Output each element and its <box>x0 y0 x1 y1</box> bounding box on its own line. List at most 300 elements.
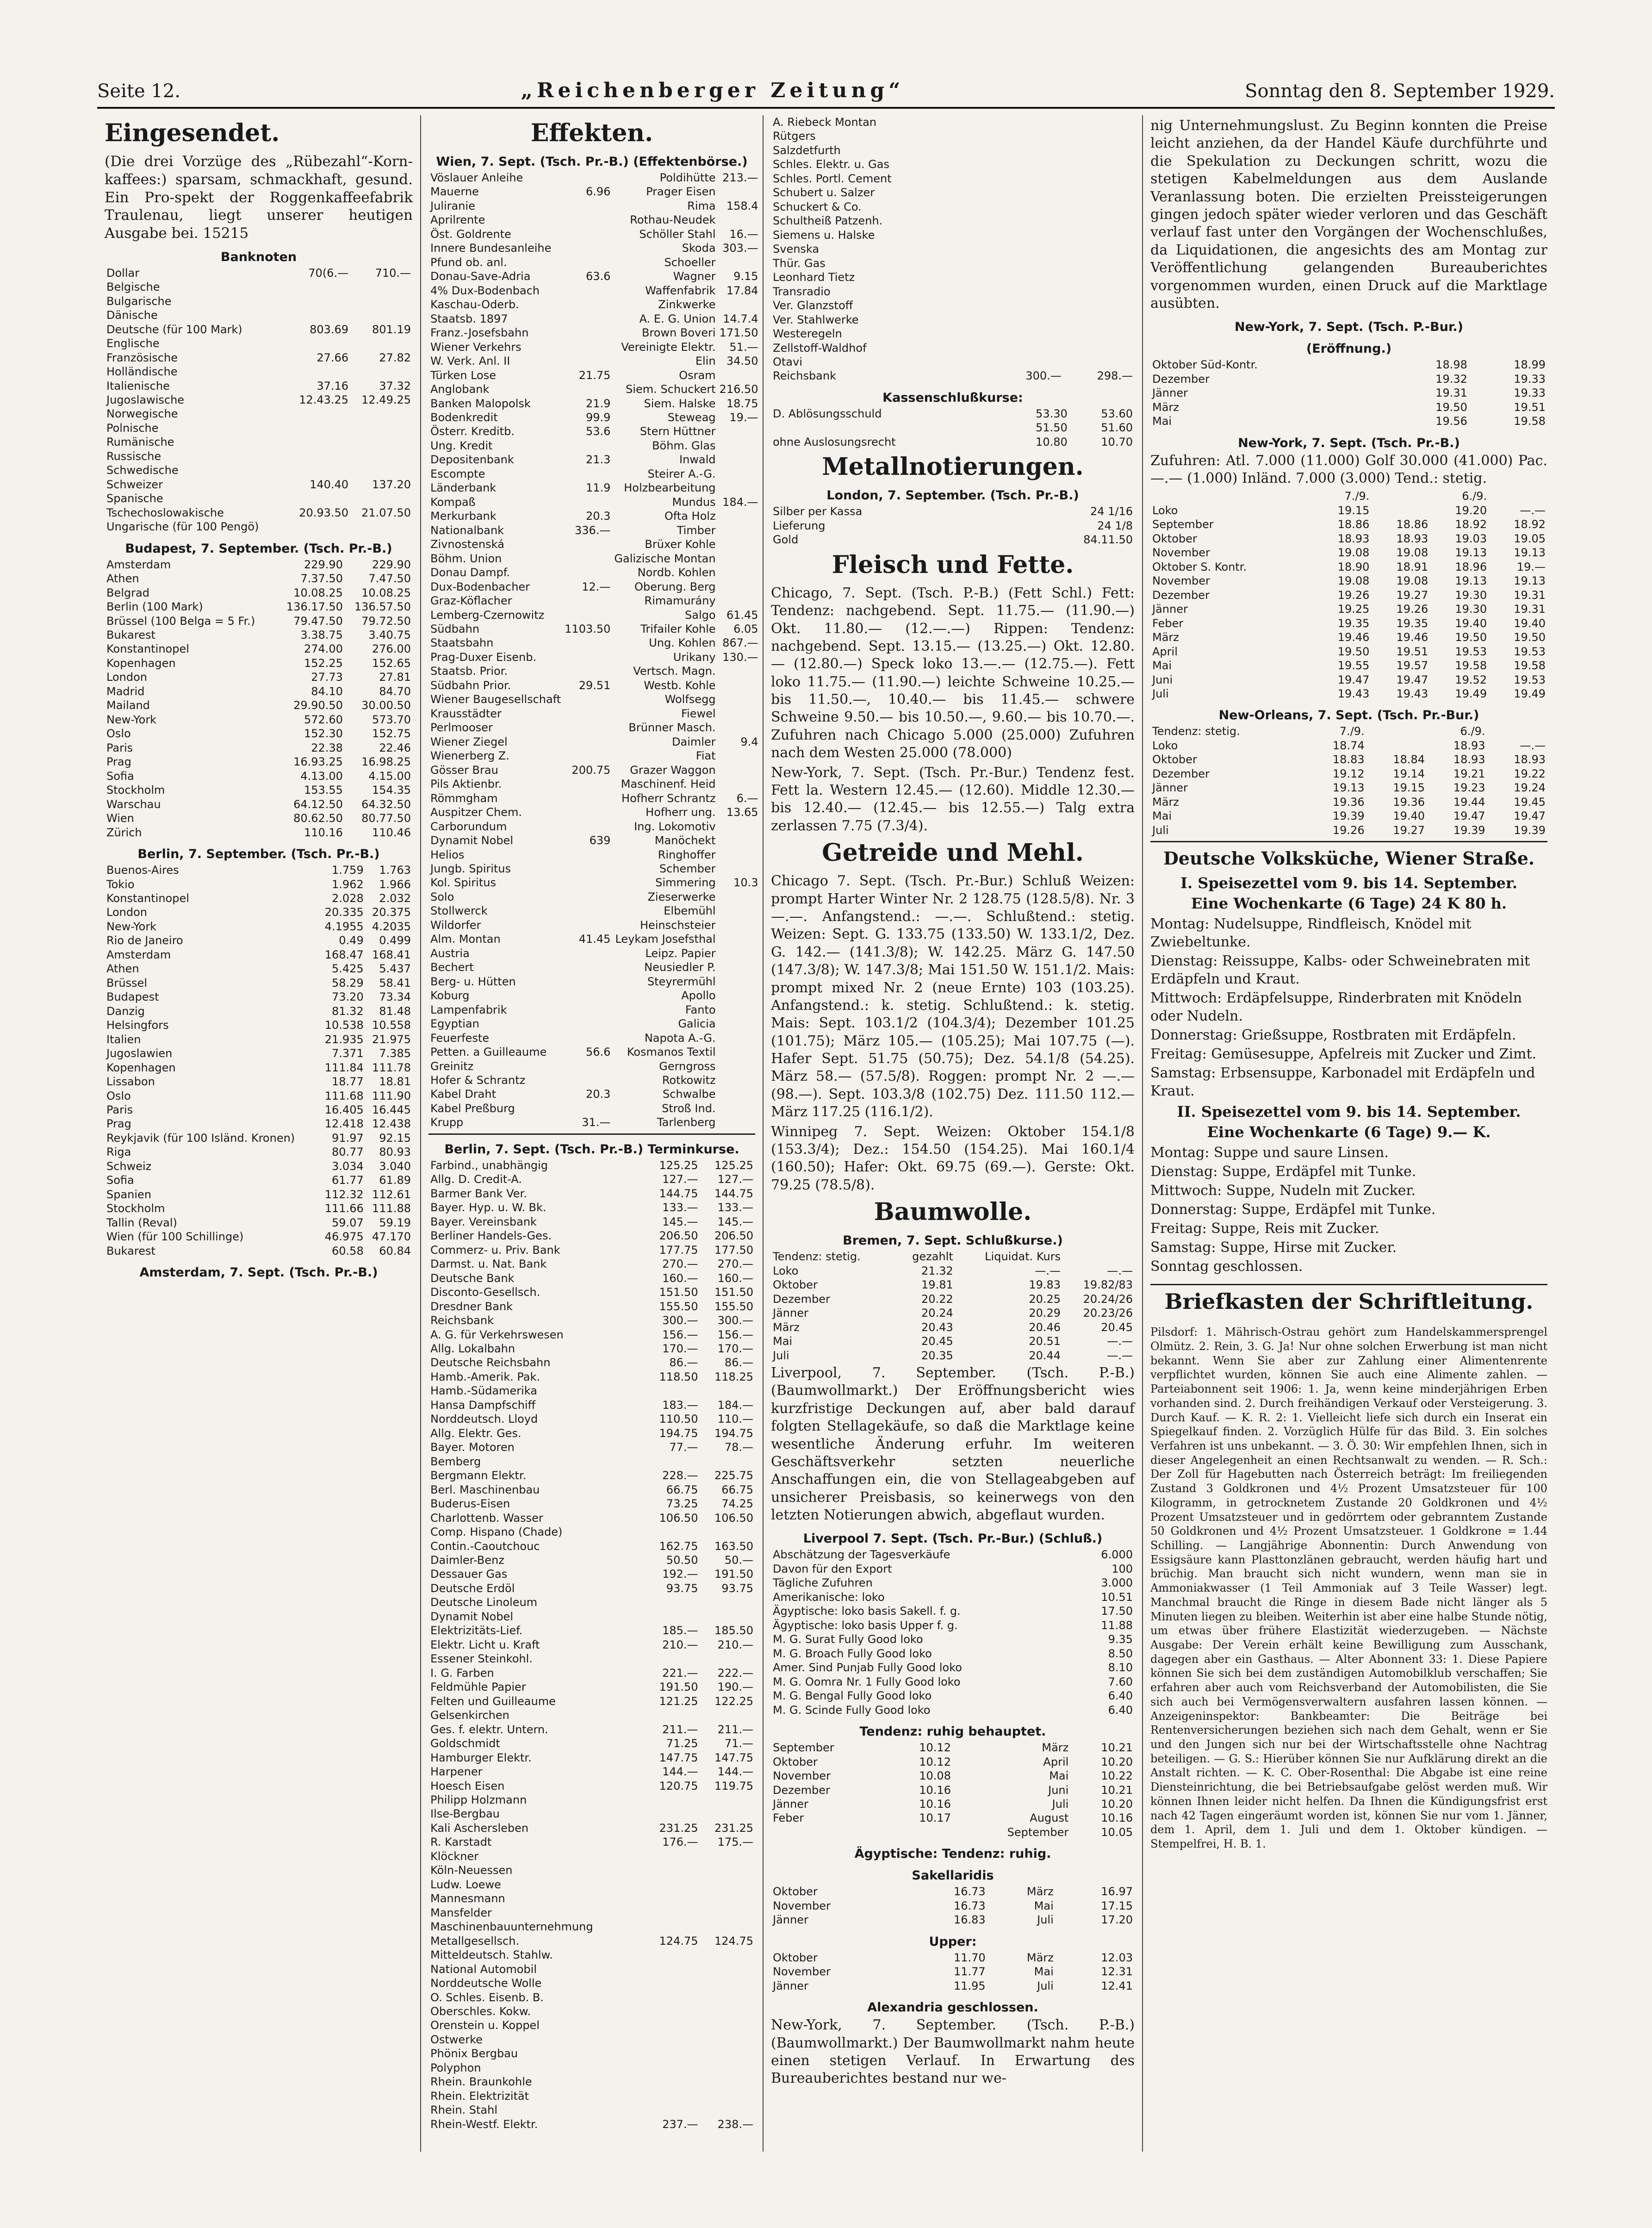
table-cell: Mundus <box>672 495 716 509</box>
table-cell: Krausstädter <box>430 707 502 720</box>
table-row <box>429 1920 755 1934</box>
table-cell: April <box>1043 1755 1069 1768</box>
table-cell: Rhein. Elektrizität <box>430 2089 529 2103</box>
table-cell: 162.75 <box>659 1539 698 1553</box>
table-cell: Helios <box>430 848 465 861</box>
table-row <box>771 369 1135 383</box>
table-cell: Ägyptische: loko basis Sakell. f. g. <box>773 1605 961 1618</box>
table-cell: Vereinigte Elektr. <box>621 340 716 354</box>
table-row <box>771 1783 1135 1797</box>
table-row <box>429 1849 755 1863</box>
table-cell: Hofer & Schrantz <box>430 1074 526 1087</box>
table-cell: Dänische <box>106 309 158 322</box>
table-cell: 5.437 <box>379 962 411 976</box>
table-cell: November <box>1152 546 1210 560</box>
table-cell: 2.028 <box>332 891 364 905</box>
table-cell: 12.43.25 <box>299 393 349 406</box>
table-cell: Norwegische <box>106 407 178 421</box>
table-cell: Deutsche Reichsbahn <box>430 1356 551 1369</box>
table-cell: 64.32.50 <box>361 797 411 811</box>
table-cell <box>563 1031 612 1045</box>
table-cell: 19.30 <box>1455 588 1487 602</box>
table-cell: 56.6 <box>585 1046 611 1059</box>
liverpool-tendenz: Tendenz: ruhig behauptet. <box>859 1724 1046 1739</box>
table-cell: Disconto-Gesellsch. <box>430 1286 540 1299</box>
table-cell: 200.75 <box>571 763 611 777</box>
table-row <box>771 1604 1135 1618</box>
table-cell: 9.15 <box>733 270 758 283</box>
table-row <box>771 1349 1135 1363</box>
eingesendet-title: Eingesendet. <box>105 119 280 147</box>
table-cell: 18.98 <box>1435 358 1467 372</box>
table-row <box>771 299 1135 312</box>
table-cell: 145.— <box>662 1215 698 1228</box>
table-cell: 53.6 <box>585 425 611 438</box>
table-row <box>429 1440 755 1454</box>
table-row <box>429 1201 755 1214</box>
table-cell: Leonhard Tietz <box>773 271 855 284</box>
table-cell: Osram <box>679 368 716 382</box>
table-cell: Siem. Schuckert <box>626 383 716 396</box>
table-row <box>429 1595 755 1609</box>
table-cell <box>563 566 612 579</box>
table-cell: 122.25 <box>714 1694 753 1708</box>
table-cell: 59.19 <box>379 1216 411 1229</box>
table-cell: 270.— <box>662 1257 698 1271</box>
table-row <box>429 904 760 918</box>
table-cell: Prag <box>106 755 131 769</box>
column-header: Liquidat. Kurs <box>985 1250 1061 1263</box>
table-cell <box>563 721 612 734</box>
table-row <box>429 848 760 862</box>
table-row <box>429 1313 755 1327</box>
table-cell: Schles. Elektr. u. Gas <box>773 158 889 171</box>
table-cell <box>350 280 413 294</box>
table-cell <box>700 1948 755 1962</box>
table-cell <box>1063 285 1135 299</box>
table-row <box>105 336 413 350</box>
table-cell: 10.05 <box>1101 1825 1133 1839</box>
table-row <box>429 298 760 311</box>
table-cell: Österr. Kreditb. <box>430 425 515 438</box>
table-cell: 19.49 <box>1514 687 1546 700</box>
table-row <box>1150 616 1547 630</box>
table-cell: M. G. Broach Fully Good loko <box>773 1647 932 1660</box>
table-cell <box>288 449 350 463</box>
table-cell: Juli <box>1052 1797 1069 1811</box>
table-row <box>429 2117 755 2131</box>
table-cell: Kosmanos Textil <box>627 1046 716 1059</box>
table-cell: 222.— <box>717 1666 753 1680</box>
table-cell: London <box>106 671 147 684</box>
table-cell: 18.84 <box>1393 753 1425 766</box>
table-row <box>771 1885 1135 1898</box>
table-cell: Alm. Montan <box>430 933 501 946</box>
table-cell: 19.22 <box>1514 767 1546 780</box>
table-row <box>429 580 760 594</box>
table-cell: Bemberg <box>430 1455 481 1468</box>
table-cell: Oktober S. Kontr. <box>1152 560 1247 573</box>
table-cell <box>718 523 760 537</box>
table-cell: 66.75 <box>666 1483 698 1496</box>
table-cell: 80.93 <box>379 1145 411 1159</box>
table-cell <box>563 918 612 932</box>
table-cell <box>718 890 760 904</box>
table-cell: 336.— <box>574 523 611 537</box>
table-row <box>429 721 760 734</box>
table-cell: 158.4 <box>726 199 758 212</box>
table-row <box>771 1797 1135 1811</box>
menu-1-list <box>1150 915 1547 1100</box>
table-header-row <box>771 1250 1135 1263</box>
table-cell: November <box>773 1965 831 1979</box>
table-row <box>429 1243 755 1257</box>
table-cell: Berlin (100 Mark) <box>106 600 203 614</box>
table-cell: 71.25 <box>666 1737 698 1750</box>
table-cell: Fiewel <box>681 707 716 720</box>
table-cell: 17.84 <box>726 284 758 297</box>
table-row <box>429 1059 760 1073</box>
table-row <box>105 1075 413 1089</box>
table-row <box>429 1863 755 1877</box>
table-cell <box>700 1525 755 1539</box>
table-cell <box>563 1017 612 1031</box>
table-cell: Prager Eisen <box>646 185 716 199</box>
table-row <box>105 769 413 783</box>
table-cell: 19.13 <box>1455 546 1487 560</box>
table-cell <box>645 2075 700 2089</box>
table-cell: 27.66 <box>317 351 349 364</box>
table-cell: 175.— <box>717 1836 753 1849</box>
table-cell: —.— <box>1520 739 1546 752</box>
table-row <box>429 1271 755 1285</box>
table-row <box>105 1201 413 1215</box>
table-cell <box>771 421 1004 435</box>
table-cell: 20.29 <box>1029 1307 1061 1320</box>
table-cell: 20.3 <box>585 1088 611 1101</box>
table-cell <box>718 467 760 481</box>
table-cell: Juli <box>1152 687 1169 700</box>
wien-effekten-subtitle: Wien, 7. Sept. (Tsch. Pr.-B.) (Effektenbörse.) <box>436 155 748 169</box>
table-cell: Athen <box>106 962 139 976</box>
table-cell: Loko <box>773 1264 799 1277</box>
table-cell: Wolfsegg <box>665 693 716 706</box>
table-cell: Otavi <box>773 355 802 368</box>
table-cell <box>718 439 760 453</box>
table-cell <box>563 749 612 763</box>
table-cell <box>992 299 1063 312</box>
table-cell <box>645 2018 700 2032</box>
table-row <box>105 558 413 572</box>
table-row <box>105 520 413 534</box>
table-cell <box>645 1991 700 2004</box>
table-row <box>771 1951 1135 1965</box>
table-row <box>105 492 413 505</box>
table-cell <box>1063 115 1135 129</box>
table-cell: 1.763 <box>379 864 411 877</box>
table-cell <box>563 890 612 904</box>
table-cell <box>563 382 612 396</box>
table-row <box>771 200 1135 214</box>
table-cell <box>992 242 1063 256</box>
table-cell <box>718 1115 760 1129</box>
table-cell: 73.25 <box>666 1497 698 1511</box>
table-cell: Mansfelder <box>430 1906 492 1919</box>
table-row <box>1150 504 1547 517</box>
table-cell: 20.44 <box>1029 1349 1061 1362</box>
table-cell: —.— <box>1107 1335 1133 1348</box>
table-cell: 152.65 <box>372 656 411 670</box>
table-row <box>771 504 1135 518</box>
table-cell: Dezember <box>773 1292 830 1306</box>
table-cell: 19.26 <box>1337 588 1370 602</box>
table-row <box>429 1723 755 1736</box>
berlin-title: Berlin, 7. September. (Tsch. Pr.-B.) <box>137 847 380 862</box>
table-cell: Staatsb. Prior. <box>430 665 508 678</box>
table-cell <box>700 1878 755 1892</box>
table-cell: 19.39 <box>1453 823 1485 837</box>
table-cell: 216.50 <box>719 383 758 396</box>
table-cell: 50.— <box>724 1554 753 1567</box>
table-cell: Loko <box>1152 739 1178 752</box>
table-cell: Zellstoff-Waldhof <box>773 341 867 355</box>
table-cell: Oktober Süd-Kontr. <box>1152 358 1258 372</box>
table-cell: Allg. D. Credit-A. <box>430 1173 522 1186</box>
table-cell <box>563 298 612 311</box>
table-cell: 19.40 <box>1514 616 1546 630</box>
table-row <box>429 1962 755 1976</box>
table-cell: Transradio <box>773 285 831 298</box>
table-cell: Maschinenbauunternehmung <box>430 1920 593 1934</box>
table-row <box>429 185 760 199</box>
table-cell: 19.05 <box>1514 532 1546 545</box>
table-cell: 300.— <box>662 1314 698 1327</box>
newyork-cotton-text: New-York, 7. September. (Tsch. P.-B.) (Baumwollmarkt.) Der Baumwollmarkt nahm heute einen stetigen Verlauf. In Erwartung des Bureauberichtes bestand nur we- <box>771 2017 1135 2087</box>
table-cell: Stollwerck <box>430 904 488 918</box>
table-cell: 300.— <box>1025 369 1062 383</box>
table-row <box>105 698 413 712</box>
table-cell: März <box>1152 400 1179 414</box>
table-cell: Stockholm <box>106 784 165 797</box>
table-row <box>771 1292 1135 1306</box>
fleisch-title: Fleisch und Fette. <box>832 550 1074 579</box>
table-row <box>1150 659 1547 672</box>
table-cell: Ägyptische: loko basis Upper f. g. <box>773 1618 958 1632</box>
table-header-row <box>1150 724 1547 738</box>
table-cell: 60.84 <box>379 1244 411 1257</box>
table-row <box>105 1046 413 1060</box>
bremen-title: Bremen, 7. Sept. Schlußkurse.) <box>843 1233 1063 1248</box>
table-row <box>429 1793 755 1807</box>
table-cell <box>563 340 612 354</box>
liverpool-text: Liverpool, 7. September. (Tsch. P.-B.) (Baumwollmarkt.) Der Eröffnungsbericht wies kurzfristige Deckungen auf, aber bald darauf folgten Stellagekäufe, so daß die Marktlage keine wesentliche Änderung erfuhr. Im weiteren Geschäftsverkehr setzten neuerliche Anschaffungen ein, die von Stellageabgeben auf unsicherer Preisbasis, so keinerwegs von den letzten Notierungen abwich, abgeflaut wurden. <box>771 1364 1135 1524</box>
table-cell: Paris <box>106 741 133 754</box>
banknoten-title: Banknoten <box>220 249 297 264</box>
table-cell <box>645 2061 700 2075</box>
table-cell: 19.47 <box>1337 673 1370 686</box>
table-cell: 8.10 <box>1108 1661 1133 1674</box>
table-row <box>429 467 760 481</box>
table-cell: 110.46 <box>372 826 411 839</box>
volkskueche-title: Deutsche Volksküche, Wiener Straße. <box>1163 848 1535 869</box>
alexandria-closed: Alexandria geschlossen. <box>867 2000 1038 2015</box>
table-cell: 112.61 <box>372 1188 411 1201</box>
table-row <box>771 228 1135 242</box>
table-row <box>429 1976 755 1990</box>
table-cell: Brown Boveri <box>641 326 716 340</box>
table-cell: 229.90 <box>304 558 343 571</box>
table-row <box>771 1647 1135 1661</box>
table-cell: Reykjavik (für 100 Isländ. Kronen) <box>106 1131 295 1145</box>
table-cell <box>288 308 350 322</box>
table-row <box>429 1991 755 2004</box>
table-row <box>771 519 1135 533</box>
table-row <box>105 891 413 905</box>
table-row <box>105 266 413 280</box>
table-cell: M. G. Bengal Fully Good loko <box>773 1689 932 1703</box>
table-cell: Commerz- u. Priv. Bank <box>430 1243 560 1257</box>
table-cell: 151.50 <box>714 1286 753 1299</box>
table-row <box>105 506 413 520</box>
newspaper-page <box>97 79 1555 2171</box>
table-cell <box>288 492 350 505</box>
table-cell <box>563 241 612 255</box>
table-cell: 19.49 <box>1455 687 1487 700</box>
table-row <box>429 1426 755 1440</box>
table-cell: 46.975 <box>324 1230 364 1244</box>
table-cell <box>563 608 612 622</box>
table-cell: National Automobil <box>430 1962 537 1976</box>
table-row <box>429 1835 755 1849</box>
table-cell: Bulgarische <box>106 294 172 308</box>
table-cell: 84.10 <box>311 685 343 698</box>
table-cell: Daimler <box>672 735 716 748</box>
table-cell: 16.93.25 <box>293 755 343 769</box>
table-cell: Belgische <box>106 280 160 294</box>
table-cell <box>718 213 760 227</box>
table-cell <box>718 820 760 834</box>
table-cell: 19.44 <box>1453 795 1485 809</box>
table-cell: Gelsenkirchen <box>430 1709 509 1722</box>
table-row <box>1150 753 1547 766</box>
table-cell: Kopenhagen <box>106 1061 176 1074</box>
table-cell: —.— <box>1107 1264 1133 1277</box>
table-cell: Franz.-Josefsbahn <box>430 326 529 340</box>
table-cell <box>1063 270 1135 284</box>
table-cell: Mai <box>1152 809 1172 823</box>
table-cell <box>992 270 1063 284</box>
table-cell: 21.75 <box>578 368 611 382</box>
table-cell: Amsterdam <box>106 948 171 961</box>
table-cell: 11.77 <box>953 1965 986 1979</box>
table-cell: A. Riebeck Montan <box>773 116 877 129</box>
table-cell: 274.00 <box>304 642 343 656</box>
table-row <box>105 421 413 435</box>
table-row <box>429 1892 755 1905</box>
table-cell <box>992 115 1063 129</box>
table-cell: September <box>1007 1825 1069 1839</box>
column-header <box>1489 489 1547 503</box>
table-cell <box>718 509 760 523</box>
table-cell: 573.70 <box>372 713 411 726</box>
table-cell: Konstantinopel <box>106 891 189 905</box>
table-cell: Lieferung <box>773 519 826 532</box>
table-cell: 19.40 <box>1455 616 1487 630</box>
table-cell <box>700 1962 755 1976</box>
divider <box>429 1133 755 1135</box>
table-cell <box>718 566 760 579</box>
ny2-zufuhren: Zufuhren: Atl. 7.000 (11.000) Golf 30.000 (41.000) Pac. —.— (1.000) Inländ. 7.000 (3.000) Tend.: stetig. <box>1150 452 1547 487</box>
table-row <box>429 1398 755 1412</box>
table-row <box>429 975 760 989</box>
table-cell: 10.08 <box>919 1769 951 1783</box>
table-cell: 160.— <box>662 1271 698 1285</box>
table-cell: Dresdner Bank <box>430 1300 513 1313</box>
table-cell: 303.— <box>722 242 758 255</box>
ny-eroeffnung: (Eröffnung.) <box>1306 342 1392 356</box>
table-cell: Kopenhagen <box>106 656 176 670</box>
table-row <box>771 1320 1135 1334</box>
table-row <box>429 1285 755 1299</box>
table-cell: Wiener Ziegel <box>430 735 508 748</box>
table-cell <box>288 407 350 421</box>
table-row <box>429 1455 755 1469</box>
table-row <box>105 478 413 492</box>
table-cell: Prag-Duxer Eisenb. <box>430 650 537 664</box>
table-cell <box>350 449 413 463</box>
table-cell <box>645 1962 700 1976</box>
table-cell: Rio de Janeiro <box>106 934 183 947</box>
table-row <box>771 143 1135 157</box>
table-cell: Bergmann Elektr. <box>430 1469 527 1482</box>
table-cell: Metallgesellsch. <box>430 1934 520 1948</box>
table-row <box>429 1934 755 1948</box>
table-cell <box>645 1849 700 1863</box>
table-cell: 80.77.50 <box>361 812 411 825</box>
table-cell: 111.90 <box>372 1089 411 1102</box>
table-cell: 61.45 <box>726 608 758 622</box>
table-cell: Auspitzer Chem. <box>430 806 522 819</box>
table-row <box>771 1741 1135 1755</box>
table-cell: Wagner <box>673 270 716 283</box>
table-cell: 19.— <box>729 411 758 424</box>
table-row <box>771 1811 1135 1825</box>
table-cell <box>1371 504 1430 517</box>
table-row <box>105 379 413 393</box>
table-cell: 19.33 <box>1514 372 1546 386</box>
table-cell <box>563 735 612 749</box>
table-cell: Dezember <box>773 1783 830 1797</box>
table-cell: 211.— <box>717 1723 753 1736</box>
table-cell: 19.26 <box>1396 603 1428 616</box>
table-cell: Charlottenb. Wasser <box>430 1511 543 1525</box>
table-cell <box>718 1059 760 1073</box>
table-cell: 19.52 <box>1455 673 1487 686</box>
table-cell: 20.25 <box>1029 1292 1061 1306</box>
table-cell: Jugoslawien <box>106 1047 173 1060</box>
table-cell: 111.84 <box>324 1061 364 1074</box>
table-cell <box>700 1807 755 1821</box>
table-cell <box>718 552 760 566</box>
table-cell: 63.6 <box>585 270 611 283</box>
table-cell <box>350 365 413 379</box>
upper-table <box>771 1951 1135 1993</box>
table-cell: 24 1/8 <box>1097 519 1133 532</box>
table-row <box>771 1618 1135 1632</box>
table-row <box>105 1173 413 1187</box>
table-cell: Comp. Hispano (Chade) <box>430 1525 563 1539</box>
table-cell: 19.46 <box>1396 631 1428 644</box>
